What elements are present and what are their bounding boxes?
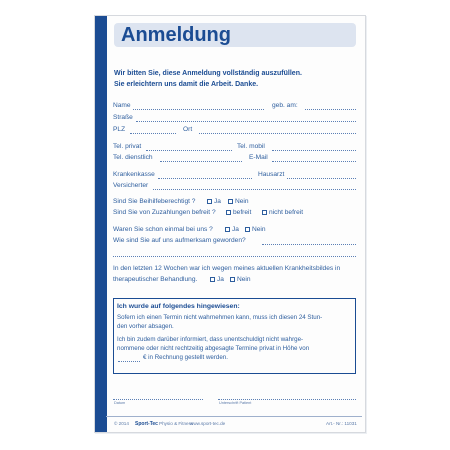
page-title: Anmeldung — [121, 24, 231, 46]
footer-article-number: Art.- Nr.: 11031 — [326, 421, 357, 426]
visited-no-checkbox[interactable] — [245, 227, 250, 232]
street-field[interactable] — [136, 121, 356, 122]
signature-field[interactable] — [218, 399, 356, 400]
notice-p2-line-2: nommene oder nicht rechtzeitig abgesagte Termine privat in Höhe von — [117, 345, 310, 352]
visited-no-label: Nein — [252, 226, 266, 233]
notice-p1-line-2: den vorher absagen. — [117, 323, 174, 330]
phone-private-label: Tel. privat — [113, 143, 142, 150]
insured-field[interactable] — [153, 189, 356, 190]
question-referral: Wie sind Sie auf uns aufmerksam geworden? — [113, 237, 246, 244]
name-field[interactable] — [133, 109, 264, 110]
street-label: Straße — [113, 114, 133, 121]
zip-label: PLZ — [113, 126, 126, 133]
birthdate-label: geb. am: — [272, 102, 298, 109]
footer-brand: Sport-Tec — [135, 421, 158, 427]
beihilfe-yes-label: Ja — [214, 198, 221, 205]
insured-label: Versicherter — [113, 182, 149, 189]
zip-field[interactable] — [130, 133, 176, 134]
footer-url: www.sport-tec.de — [190, 421, 226, 426]
question-visited: Waren Sie schon einmal bei uns ? — [113, 226, 213, 233]
treatment-yes-checkbox[interactable] — [210, 277, 215, 282]
birthdate-field[interactable] — [305, 109, 356, 110]
visited-yes-checkbox[interactable] — [225, 227, 230, 232]
footer-copyright: © 2014 — [114, 421, 129, 426]
footer-tagline: Physio & Fitness — [159, 421, 194, 426]
notice-p1-line-1: Sofern ich einen Termin nicht wahrnehmen kann, muss ich diesen 24 Stun- — [117, 314, 323, 321]
intro-line-2: Sie erleichtern uns damit die Arbeit. Danke. — [114, 81, 259, 88]
gp-field[interactable] — [287, 178, 356, 179]
notice-title: Ich wurde auf folgendes hingewiesen: — [117, 303, 240, 310]
binding-spine — [95, 16, 107, 432]
fee-amount-field[interactable] — [118, 361, 140, 362]
question-zuzahlung: Sind Sie von Zuzahlungen befreit ? — [113, 209, 216, 216]
treatment-no-label: Nein — [237, 276, 251, 283]
insurance-label: Krankenkasse — [113, 171, 155, 178]
email-label: E-Mail — [249, 154, 268, 161]
question-beihilfe: Sind Sie Beihilfeberechtigt ? — [113, 198, 196, 205]
insurance-field[interactable] — [158, 178, 252, 179]
phone-work-label: Tel. dienstlich — [113, 154, 153, 161]
treatment-no-checkbox[interactable] — [230, 277, 235, 282]
city-label: Ort — [183, 126, 193, 133]
signature-label: Unterschrift Patient — [219, 401, 252, 405]
email-field[interactable] — [272, 161, 356, 162]
treatment-question-line-1: In den letzten 12 Wochen war ich wegen meines aktuellen Krankheitsbildes in — [113, 265, 341, 272]
notice-p2-line-3: € in Rechnung gestellt werden. — [143, 354, 228, 361]
city-field[interactable] — [199, 133, 356, 134]
intro-line-1: Wir bitten Sie, diese Anmeldung vollständig auszufüllen. — [114, 70, 302, 77]
date-field[interactable] — [113, 399, 203, 400]
phone-private-field[interactable] — [146, 150, 232, 151]
zuzahlung-befreit-label: befreit — [233, 209, 252, 216]
treatment-question-line-2: therapeutischer Behandlung. — [113, 276, 198, 283]
notice-p2-line-1: Ich bin zudem darüber informiert, dass unentschuldigt nicht wahrge- — [117, 336, 304, 343]
beihilfe-no-label: Nein — [235, 198, 249, 205]
treatment-yes-label: Ja — [217, 276, 224, 283]
gp-label: Hausarzt — [258, 171, 285, 178]
beihilfe-yes-checkbox[interactable] — [207, 199, 212, 204]
referral-field-2[interactable] — [113, 256, 356, 257]
zuzahlung-nicht-befreit-label: nicht befreit — [269, 209, 304, 216]
visited-yes-label: Ja — [232, 226, 239, 233]
zuzahlung-nicht-befreit-checkbox[interactable] — [262, 210, 267, 215]
referral-field-1[interactable] — [262, 244, 356, 245]
beihilfe-no-checkbox[interactable] — [228, 199, 233, 204]
name-label: Name — [113, 102, 131, 109]
footer-divider — [106, 416, 362, 417]
date-label: Datum — [114, 401, 126, 405]
phone-mobile-label: Tel. mobil — [237, 143, 265, 150]
phone-mobile-field[interactable] — [272, 150, 356, 151]
phone-work-field[interactable] — [160, 161, 242, 162]
zuzahlung-befreit-checkbox[interactable] — [226, 210, 231, 215]
